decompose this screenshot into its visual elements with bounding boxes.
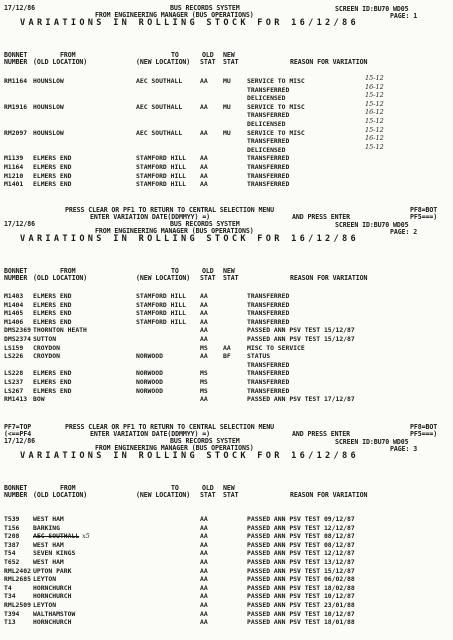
- table-row: [0, 352, 453, 360]
- bonnet-number: LS226: [4, 352, 24, 361]
- report-title: VARIATIONS IN ROLLING STOCK FOR 16/12/86: [20, 451, 359, 461]
- old-status: AA: [200, 549, 208, 558]
- report-date: 17/12/86: [4, 4, 35, 12]
- new-status: AA: [223, 343, 231, 352]
- variation-reason: PASSED ANN PSV TEST 15/12/87: [247, 335, 355, 343]
- variation-reason: TRANSFERRED: [247, 154, 290, 163]
- page-label: PAGE: 2: [390, 228, 418, 236]
- column-header: FROM: [60, 51, 76, 59]
- report-title: VARIATIONS IN ROLLING STOCK FOR 16/12/86: [20, 18, 359, 28]
- variation-reason: TRANSFERRED: [247, 137, 290, 146]
- from-line: FROM ENGINEERING MANAGER (BUS OPERATIONS): [95, 444, 254, 452]
- report-date: 17/12/86: [4, 437, 35, 445]
- from-line: FROM ENGINEERING MANAGER (BUS OPERATIONS): [95, 227, 254, 235]
- pf4-back-key: (<==PF4: [4, 430, 32, 438]
- old-location: HOUNSLOW: [33, 128, 64, 137]
- variation-reason: MISC TO SERVICE: [247, 343, 305, 352]
- column-header: NEW: [223, 267, 235, 275]
- variation-reason: PASSED ANN PSV TEST 10/12/87: [247, 592, 355, 601]
- table-row: [0, 82, 453, 94]
- table-row: [0, 125, 453, 137]
- bonnet-number: M1404: [4, 300, 24, 309]
- new-location: STAMFORD HILL: [136, 171, 187, 180]
- variation-reason: PASSED ANN PSV TEST 15/12/87: [247, 326, 355, 335]
- old-status: AA: [200, 335, 208, 343]
- handwritten-note: 15-12: [365, 117, 384, 125]
- pf8-bottom-key: PF8=BOT: [410, 423, 438, 431]
- variation-reason: TRANSFERRED: [247, 292, 290, 300]
- pf7-top-key: PF7=TOP: [4, 423, 32, 431]
- handwritten-note: 15-12: [365, 125, 384, 134]
- screen-id: SCREEN ID:BU70 WD05: [335, 438, 409, 446]
- column-header: NUMBER: [4, 58, 28, 66]
- table-row: [0, 344, 453, 352]
- handwritten-note: 15-12: [365, 91, 384, 100]
- new-location: NORWOOD: [136, 386, 163, 395]
- new-location: STAMFORD HILL: [136, 154, 187, 163]
- press-enter-instruction: AND PRESS ENTER: [292, 213, 351, 221]
- table-row: [0, 117, 453, 128]
- handwritten-note: 15-12: [365, 142, 384, 151]
- bonnet-number: M1405: [4, 309, 24, 318]
- old-location: LEYTON: [33, 601, 57, 609]
- old-status: MS: [200, 369, 208, 378]
- new-location: STAMFORD HILL: [136, 180, 187, 189]
- column-header: (NEW LOCATION): [136, 58, 191, 66]
- handwritten-note: 16-12: [365, 82, 384, 91]
- old-location: WEST HAM: [33, 540, 64, 549]
- table-row: [0, 395, 453, 403]
- page-label: PAGE: 3: [390, 445, 418, 453]
- date-entry-instruction: ENTER VARIATION DATE(DDMMYY) =): [90, 430, 210, 438]
- old-location: AEC SOUTHALL: [33, 532, 80, 541]
- old-status: AA: [200, 154, 208, 163]
- column-header: STAT: [223, 58, 239, 66]
- new-location: STAMFORD HILL: [136, 300, 187, 309]
- old-status: AA: [200, 523, 208, 532]
- new-status: MU: [223, 77, 231, 85]
- bonnet-number: T4: [4, 583, 12, 592]
- table-row: [0, 558, 453, 566]
- column-header: NEW: [223, 484, 235, 492]
- old-status: AA: [200, 317, 208, 326]
- bonnet-number: T394: [4, 609, 20, 618]
- column-header: OLD: [202, 484, 214, 492]
- old-status: AA: [200, 540, 208, 549]
- bonnet-number: RM1413: [4, 395, 28, 404]
- column-header: BONNET: [4, 484, 28, 492]
- new-location: STAMFORD HILL: [136, 317, 187, 326]
- old-status: AA: [200, 128, 208, 137]
- old-location: HORNCHURCH: [33, 592, 72, 601]
- bonnet-number: M1210: [4, 171, 24, 180]
- old-location: ELMERS END: [33, 171, 72, 180]
- page-label: PAGE: 1: [390, 12, 418, 20]
- variation-reason: PASSED ANN PSV TEST 06/02/88: [247, 575, 355, 584]
- column-header: BONNET: [4, 267, 28, 275]
- old-location: HOUNSLOW: [33, 102, 64, 111]
- column-header: STAT: [200, 58, 216, 66]
- variation-reason: SERVICE TO MISC: [247, 128, 305, 137]
- new-location: STAMFORD HILL: [136, 292, 187, 300]
- table-row: [0, 369, 453, 377]
- old-status: AA: [200, 583, 208, 592]
- variation-reason: PASSED ANN PSV TEST 15/12/87: [247, 566, 355, 575]
- old-status: MS: [200, 343, 208, 352]
- table-row: [0, 108, 453, 120]
- handwritten-note: 15-12: [365, 74, 384, 82]
- handwritten-note: x5: [82, 532, 90, 541]
- old-location: SEVEN KINGS: [33, 549, 76, 558]
- old-status: MS: [200, 378, 208, 386]
- variation-reason: PASSED ANN PSV TEST 08/12/87: [247, 540, 355, 549]
- table-row: [0, 515, 453, 523]
- new-location: AEC SOUTHALL: [136, 102, 183, 111]
- bonnet-number: RM2097: [4, 128, 28, 137]
- bonnet-number: M1164: [4, 163, 24, 171]
- old-location: ELMERS END: [33, 300, 72, 309]
- old-location: WEST HAM: [33, 558, 64, 566]
- new-location: NORWOOD: [136, 378, 163, 386]
- bonnet-number: LS267: [4, 386, 24, 395]
- variation-reason: PASSED ANN PSV TEST 23/01/88: [247, 601, 355, 609]
- table-row: [0, 172, 453, 180]
- new-location: AEC SOUTHALL: [136, 77, 183, 85]
- old-location: ELMERS END: [33, 292, 72, 300]
- press-enter-instruction: AND PRESS ENTER: [292, 430, 351, 438]
- table-row: [0, 335, 453, 343]
- variation-reason: TRANSFERRED: [247, 111, 290, 120]
- column-header: (OLD LOCATION): [33, 274, 88, 282]
- variation-reason: TRANSFERRED: [247, 369, 290, 378]
- column-header: STAT: [223, 274, 239, 282]
- variation-reason: PASSED ANN PSV TEST 10/12/87: [247, 609, 355, 618]
- table-row: [0, 142, 453, 154]
- old-location: CROYDON: [33, 352, 60, 361]
- variation-reason: TRANSFERRED: [247, 300, 290, 309]
- variation-reason: DELICENSED: [247, 120, 286, 128]
- column-header: REASON FOR VARIATION: [290, 491, 368, 499]
- table-row: [0, 387, 453, 395]
- table-row: [0, 91, 453, 103]
- old-location: LEYTON: [33, 575, 57, 584]
- table-row: [0, 301, 453, 309]
- old-location: BARKING: [33, 523, 60, 532]
- old-status: AA: [200, 180, 208, 189]
- bonnet-number: RML2685: [4, 575, 31, 584]
- variation-reason: TRANSFERRED: [247, 171, 290, 180]
- column-header: REASON FOR VARIATION: [290, 58, 368, 66]
- table-row: [0, 567, 453, 575]
- table-row: [0, 532, 453, 540]
- table-row: [0, 361, 453, 369]
- old-status: AA: [200, 558, 208, 566]
- column-header: TO: [171, 51, 179, 59]
- from-line: FROM ENGINEERING MANAGER (BUS OPERATIONS): [95, 11, 254, 19]
- old-status: AA: [200, 601, 208, 609]
- bonnet-number: T54: [4, 549, 16, 558]
- old-location: HORNCHURCH: [33, 583, 72, 592]
- old-status: AA: [200, 618, 208, 627]
- system-name: BUS RECORDS SYSTEM: [170, 220, 240, 228]
- variation-reason: PASSED ANN PSV TEST 12/12/87: [247, 523, 355, 532]
- new-status: MU: [223, 128, 231, 137]
- variation-reason: SERVICE TO MISC: [247, 77, 305, 85]
- table-row: [0, 154, 453, 162]
- variation-reason: DELICENSED: [247, 94, 286, 103]
- bonnet-number: M1406: [4, 317, 24, 326]
- bonnet-number: RML2402: [4, 566, 31, 575]
- variation-reason: TRANSFERRED: [247, 317, 290, 326]
- handwritten-note: 15-12: [365, 99, 384, 108]
- table-row: [0, 549, 453, 557]
- date-entry-instruction: ENTER VARIATION DATE(DDMMYY) =): [90, 213, 210, 221]
- table-row: [0, 584, 453, 592]
- old-location: ELMERS END: [33, 180, 72, 189]
- column-header: (NEW LOCATION): [136, 274, 191, 282]
- old-status: MS: [200, 386, 208, 395]
- variation-reason: DELICENSED: [247, 145, 286, 154]
- column-header: STAT: [200, 274, 216, 282]
- handwritten-note: 16-12: [365, 108, 384, 117]
- column-header: (OLD LOCATION): [33, 491, 88, 499]
- old-status: AA: [200, 326, 208, 335]
- variation-reason: TRANSFERRED: [247, 309, 290, 318]
- bonnet-number: T652: [4, 558, 20, 566]
- old-status: AA: [200, 171, 208, 180]
- column-header: OLD: [202, 51, 214, 59]
- screen-id: SCREEN ID:BU70 WD05: [335, 5, 409, 13]
- column-header: FROM: [60, 267, 76, 275]
- screen-id: SCREEN ID:BU70 WD05: [335, 221, 409, 229]
- column-header: REASON FOR VARIATION: [290, 274, 368, 282]
- old-status: AA: [200, 102, 208, 111]
- table-row: [0, 524, 453, 532]
- new-status: MU: [223, 102, 231, 111]
- column-header: BONNET: [4, 51, 28, 59]
- return-instruction: PRESS CLEAR OR PF1 TO RETURN TO CENTRAL SELECTION MENU: [65, 206, 274, 214]
- old-location: CROYDON: [33, 343, 60, 352]
- old-status: AA: [200, 352, 208, 361]
- column-header: OLD: [202, 267, 214, 275]
- handwritten-note: 16-12: [365, 134, 384, 143]
- variation-reason: PASSED ANN PSV TEST 12/12/87: [247, 549, 355, 558]
- variation-reason: TRANSFERRED: [247, 180, 290, 189]
- old-location: SUTTON: [33, 335, 57, 343]
- column-header: NEW: [223, 51, 235, 59]
- table-row: [0, 592, 453, 600]
- variation-reason: PASSED ANN PSV TEST 18/02/88: [247, 583, 355, 592]
- bonnet-number: M1403: [4, 292, 24, 300]
- column-header: TO: [171, 267, 179, 275]
- new-location: NORWOOD: [136, 352, 163, 361]
- table-row: [0, 601, 453, 609]
- bonnet-number: DMS2374: [4, 335, 31, 343]
- table-row: [0, 378, 453, 386]
- table-row: [0, 163, 453, 171]
- bonnet-number: T208: [4, 532, 20, 541]
- old-status: AA: [200, 515, 208, 523]
- bonnet-number: LS159: [4, 343, 24, 352]
- bonnet-number: DMS2369: [4, 326, 31, 335]
- column-header: (NEW LOCATION): [136, 491, 191, 499]
- report-title: VARIATIONS IN ROLLING STOCK FOR 16/12/86: [20, 234, 359, 244]
- bonnet-number: M1139: [4, 154, 24, 163]
- old-location: ELMERS END: [33, 309, 72, 318]
- old-location: HORNCHURCH: [33, 618, 72, 627]
- old-location: THORNTON HEATH: [33, 326, 87, 335]
- bonnet-number: T13: [4, 618, 16, 627]
- variation-reason: TRANSFERRED: [247, 163, 290, 171]
- column-header: STAT: [223, 491, 239, 499]
- pf5-key: PF5===): [410, 213, 438, 221]
- variation-reason: TRANSFERRED: [247, 386, 290, 395]
- variation-reason: STATUS: [247, 352, 271, 361]
- new-location: STAMFORD HILL: [136, 309, 187, 318]
- old-status: AA: [200, 77, 208, 85]
- table-row: [0, 134, 453, 146]
- bonnet-number: T387: [4, 540, 20, 549]
- old-location: UPTON PARK: [33, 566, 72, 575]
- old-status: AA: [200, 163, 208, 171]
- variation-reason: PASSED ANN PSV TEST 17/12/87: [247, 395, 355, 404]
- old-status: AA: [200, 592, 208, 601]
- column-header: (OLD LOCATION): [33, 58, 88, 66]
- old-location: ELMERS END: [33, 386, 72, 395]
- old-location: ELMERS END: [33, 369, 72, 378]
- bonnet-number: LS237: [4, 378, 24, 386]
- bonnet-number: T34: [4, 592, 16, 601]
- table-row: [0, 541, 453, 549]
- old-status: AA: [200, 292, 208, 300]
- table-row: [0, 99, 453, 111]
- column-header: NUMBER: [4, 274, 28, 282]
- report-date: 17/12/86: [4, 220, 35, 228]
- old-location: BOW: [33, 395, 45, 404]
- old-location: ELMERS END: [33, 163, 72, 171]
- new-status: BF: [223, 352, 231, 361]
- old-status: AA: [200, 566, 208, 575]
- pf8-bottom-key: PF8=BOT: [410, 206, 438, 214]
- variation-reason: PASSED ANN PSV TEST 08/12/87: [247, 532, 355, 541]
- bonnet-number: T539: [4, 515, 20, 523]
- old-location: ELMERS END: [33, 317, 72, 326]
- bonnet-number: T156: [4, 523, 20, 532]
- column-header: TO: [171, 484, 179, 492]
- column-header: NUMBER: [4, 491, 28, 499]
- column-header: FROM: [60, 484, 76, 492]
- table-row: [0, 292, 453, 300]
- old-status: AA: [200, 300, 208, 309]
- variation-reason: PASSED ANN PSV TEST 13/12/87: [247, 558, 355, 566]
- return-instruction: PRESS CLEAR OR PF1 TO RETURN TO CENTRAL SELECTION MENU: [65, 423, 274, 431]
- old-location: ELMERS END: [33, 378, 72, 386]
- pf5-key: PF5===): [410, 430, 438, 438]
- variation-reason: PASSED ANN PSV TEST 18/01/88: [247, 618, 355, 627]
- old-location: WALTHAMSTOW: [33, 609, 76, 618]
- variation-reason: SERVICE TO MISC: [247, 102, 305, 111]
- old-status: AA: [200, 309, 208, 318]
- table-row: [0, 575, 453, 583]
- bonnet-number: M1401: [4, 180, 24, 189]
- old-location: HOUNSLOW: [33, 77, 64, 85]
- table-row: [0, 309, 453, 317]
- system-name: BUS RECORDS SYSTEM: [170, 4, 240, 12]
- variation-reason: PASSED ANN PSV TEST 09/12/87: [247, 515, 355, 523]
- system-name: BUS RECORDS SYSTEM: [170, 437, 240, 445]
- variation-reason: TRANSFERRED: [247, 85, 290, 94]
- new-location: STAMFORD HILL: [136, 163, 187, 171]
- old-status: AA: [200, 575, 208, 584]
- table-row: [0, 610, 453, 618]
- column-header: STAT: [200, 491, 216, 499]
- new-location: AEC SOUTHALL: [136, 128, 183, 137]
- old-status: AA: [200, 395, 208, 404]
- old-location: ELMERS END: [33, 154, 72, 163]
- old-status: AA: [200, 609, 208, 618]
- bonnet-number: RML2509: [4, 601, 31, 609]
- old-status: AA: [200, 532, 208, 541]
- table-row: [0, 180, 453, 188]
- table-row: [0, 326, 453, 334]
- variation-reason: TRANSFERRED: [247, 360, 290, 369]
- bonnet-number: RM1916: [4, 102, 28, 111]
- table-row: [0, 618, 453, 626]
- table-row: [0, 74, 453, 85]
- bonnet-number: LS228: [4, 369, 24, 378]
- table-row: [0, 318, 453, 326]
- new-location: NORWOOD: [136, 369, 163, 378]
- variation-reason: TRANSFERRED: [247, 378, 290, 386]
- old-location: WEST HAM: [33, 515, 64, 523]
- bonnet-number: RM1164: [4, 77, 28, 85]
